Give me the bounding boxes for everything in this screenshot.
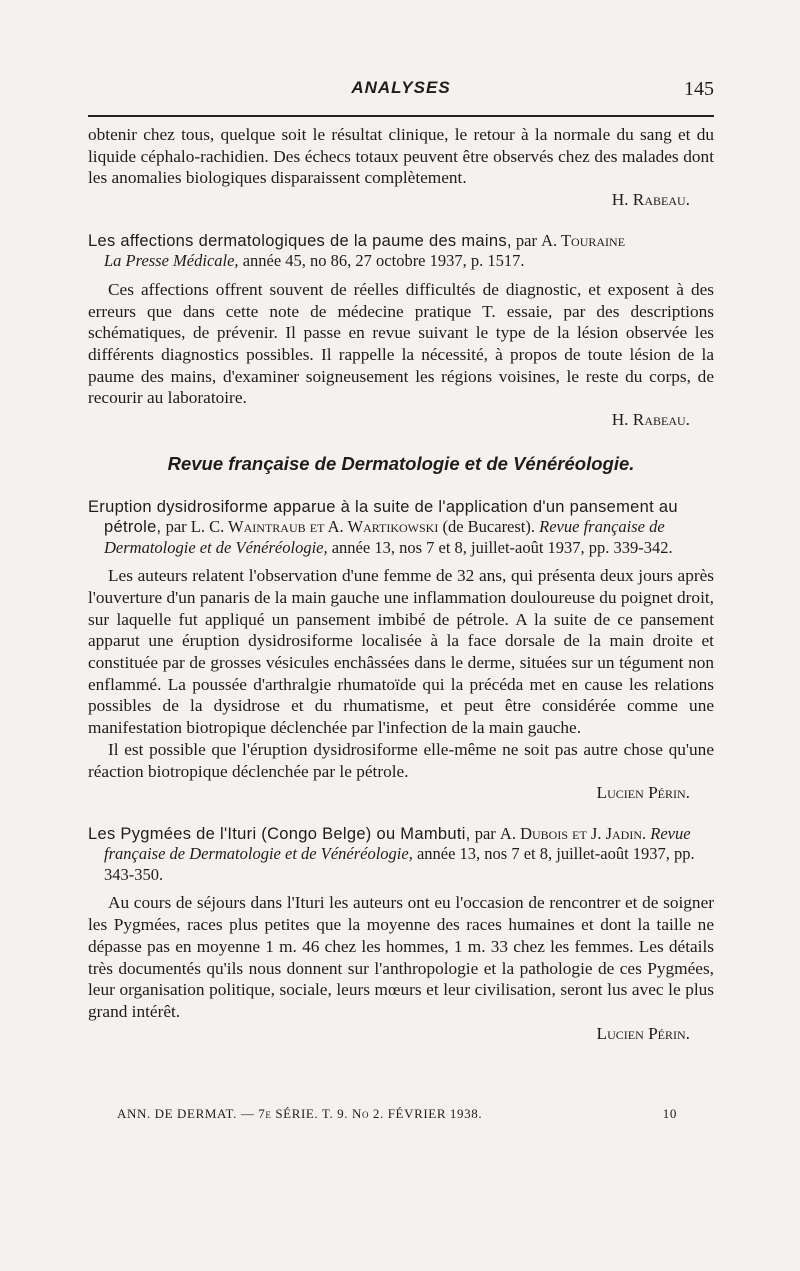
running-title: ANALYSES: [351, 78, 451, 97]
article3-citation: année 13, nos 7 et 8, juillet-août 1937, pp. 343-350.: [104, 844, 695, 884]
footer-citation: ANN. DE DERMAT. — 7e SÉRIE. T. 9. No 2. FÉVRIER 1938.: [117, 1106, 483, 1121]
article2-body-2: Il est possible que l'éruption dysidrosiforme elle-même ne soit pas autre chose qu'une réaction biotropique déclenchée par le pétrole.: [88, 739, 714, 781]
article1-signature: H. Rabeau.: [611, 410, 690, 430]
footer-signature-mark: 10: [662, 1106, 677, 1121]
article2-by: par: [165, 517, 187, 537]
article3-heading: [88, 824, 714, 886]
article1-journal: La Presse Médicale,: [104, 251, 239, 271]
article3-journal: Revue française de Dermatologie et de Vénéréologie,: [104, 823, 691, 864]
article3-title: Les Pygmées de l'Ituri (Congo Belge) ou Mambuti,: [88, 824, 471, 843]
article3-body: Au cours de séjours dans l'Ituri les auteurs ont eu l'occasion de rencontrer et de soigner les Pygmées, races plus petites que la moyenne des races humaines et dont la taille ne dépasse pas en moyenne 1 m. 46 chez les hommes, 1 m. 33 chez les femmes. Les détails très documentés qu'ils nous donnent sur l'anthropologie et la pathologie de ces Pygmées, leur organisation politique, sociale, leurs mœurs et leur civilisation, seront lus avec le plus grand intérêt.: [88, 893, 714, 1021]
article1-title: Les affections dermatologiques de la paume des mains,: [88, 231, 512, 250]
page-number: 145: [684, 78, 714, 100]
article1-author: A. Touraine: [541, 230, 626, 250]
article3-by: par: [474, 823, 496, 843]
main-content: [88, 124, 714, 1044]
continued-text: obtenir chez tous, quelque soit le résultat clinique, le retour à la normale du sang et du liquide céphalo-rachidien. Des échecs totaux peuvent être observés chez des malades dont les anomalies biologiques disparaissent complètement.: [88, 125, 714, 188]
continued-signature: H. Rabeau.: [611, 190, 690, 210]
article2-citation: année 13, nos 7 et 8, juillet-août 1937, pp. 339-342.: [331, 537, 673, 557]
header-rule: [88, 115, 714, 117]
article2-title: Eruption dysidrosiforme apparue à la suite de l'application d'un pansement au pétrole,: [88, 497, 678, 537]
article2-journal: Revue française de Dermatologie et de Vénéréologie,: [104, 517, 665, 557]
article3-signature: Lucien Périn.: [596, 1023, 690, 1043]
article-pygmies-ituri: [88, 824, 714, 1044]
article-palm-affections: [88, 231, 714, 431]
article2-heading: [88, 497, 714, 559]
article3-authors: A. Dubois et J. Jadin.: [499, 823, 647, 843]
page-footer: [117, 1106, 677, 1122]
article1-body: Ces affections offrent souvent de réelles difficultés de diagnostic, et exposent à des erreurs que dans cette note de médecine pratique T. essaie, par des descriptions schématiques, de prévenir. Il passe en revue suivant le type de la lésion observée les différents diagnostics possibles. Il rappelle la nécessité, à propos de toute lésion de la paume des mains, d'examiner soigneusement les régions voisines, le reste du corps, de recourir au laboratoire.: [88, 279, 714, 408]
article2-signature: Lucien Périn.: [596, 783, 690, 803]
article1-citation: année 45, no 86, 27 octobre 1937, p. 1517.: [242, 251, 525, 271]
article2-authors: L. C. Waintraub et A. Wartikowski: [190, 517, 439, 537]
continued-review: [88, 124, 714, 211]
journal-section-heading: Revue française de Dermatologie et de Vénéréologie.: [167, 452, 635, 474]
article-dysidrosiform-eruption: [88, 497, 714, 804]
running-head: [88, 78, 714, 108]
article2-body-1: Les auteurs relatent l'observation d'une femme de 32 ans, qui présenta deux jours après l'ouverture d'un panaris de la main gauche une inflammation douloureuse du poignet droit, sur laquelle fut appliqué un pansement imbibé de pétrole. A la suite de ce pansement apparut une éruption dysidrosiforme localisée à la face dorsale de la main droite et constituée par de grosses vésicules enchâssées dans le derme, situées sur un tégument non enflammé. La poussée d'arthralgie rhumatoïde qui la précéda met en cause les relations possibles de la dysidrose et du rhumatisme, et peut être considérée comme une manifestation biotropique déclenchée par l'infection de la main gauche.: [88, 566, 714, 738]
article1-heading: [88, 231, 714, 272]
article2-location: (de Bucarest).: [442, 517, 536, 537]
article1-by: par: [515, 230, 537, 250]
